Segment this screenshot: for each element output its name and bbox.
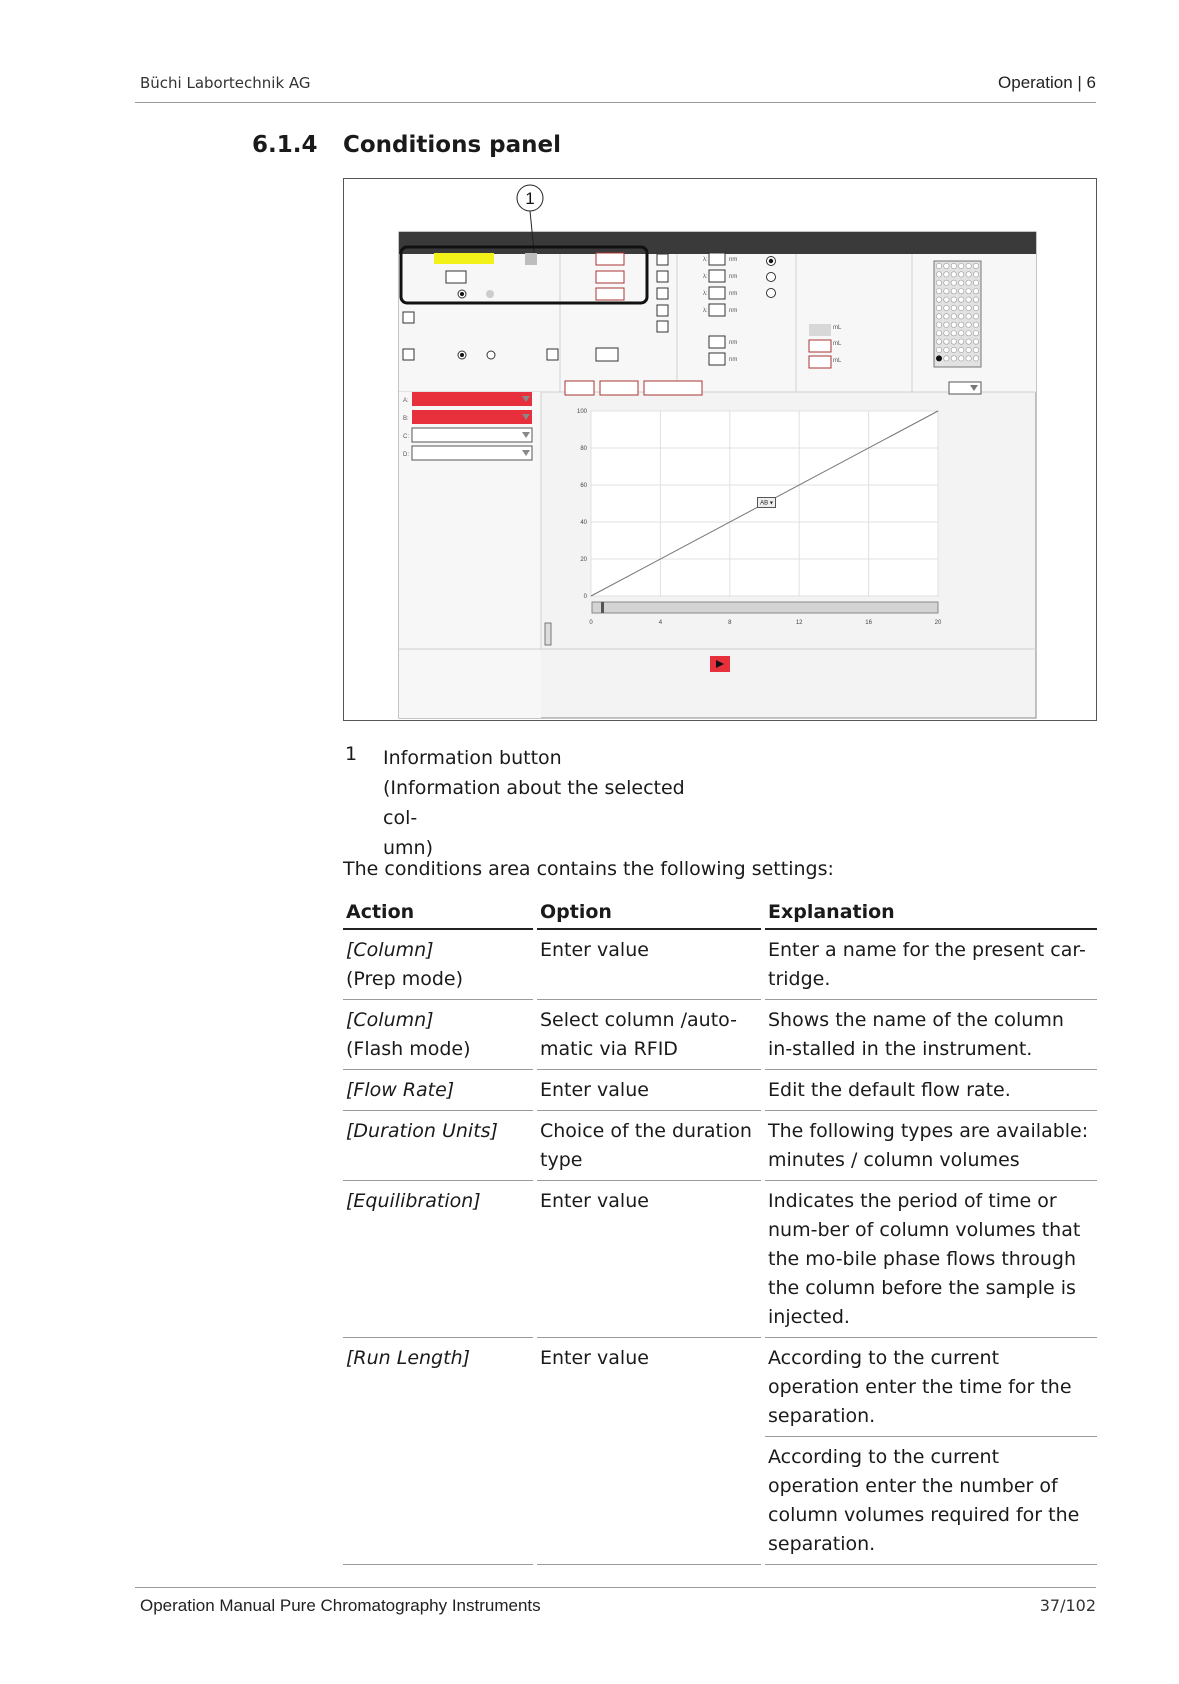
rack-tube xyxy=(973,314,978,319)
rack-tube xyxy=(951,272,956,277)
rack-tube xyxy=(951,331,956,336)
flow-rate-field[interactable] xyxy=(446,271,466,283)
column-name-field[interactable] xyxy=(434,253,494,264)
rack-tube xyxy=(959,339,964,344)
table-row xyxy=(343,1000,1097,1070)
rack-tube xyxy=(966,297,971,302)
rack-tube xyxy=(944,347,949,352)
nm-label: nm xyxy=(729,291,738,297)
rack-tube xyxy=(944,331,949,336)
x-tick-label: 0 xyxy=(589,620,593,626)
x-tick-label: 12 xyxy=(795,620,803,626)
rack-tube xyxy=(936,356,941,361)
y-tick-label: 80 xyxy=(580,446,587,452)
rack-tube xyxy=(951,263,956,268)
action-cell: [Column] xyxy=(346,1009,434,1031)
rack-tube xyxy=(973,331,978,336)
option-cell: Choice of the duration type xyxy=(535,1111,763,1181)
action-cell: [Column] xyxy=(346,939,434,961)
action-sub: (Flash mode) xyxy=(346,1038,471,1060)
rack-tube xyxy=(951,339,956,344)
rack-tube xyxy=(973,297,978,302)
y-tick-label: 0 xyxy=(583,594,587,600)
rack-tube xyxy=(936,280,941,285)
x-tick-label: 20 xyxy=(934,620,942,626)
footer-rule xyxy=(135,1587,1096,1588)
table-row xyxy=(343,1111,1097,1181)
option-cell: Enter value xyxy=(535,1181,763,1338)
action-sub: (Prep mode) xyxy=(346,968,464,990)
rack-tube xyxy=(936,347,941,352)
rack-tube xyxy=(951,314,956,319)
action-cell: [Equilibration] xyxy=(343,1181,535,1338)
rack-tube xyxy=(936,272,941,277)
rack-tube xyxy=(944,314,949,319)
rack-tube xyxy=(966,322,971,327)
header-explanation: Explanation xyxy=(763,897,1097,929)
rack-tube xyxy=(944,263,949,268)
rack-tube xyxy=(944,280,949,285)
table-row xyxy=(343,1070,1097,1111)
solvent-b-label: B: xyxy=(403,416,409,422)
nm-label: nm xyxy=(729,357,738,363)
option-cell: Enter value xyxy=(535,929,763,1000)
time-scrollbar-handle xyxy=(601,602,604,613)
rack-tube xyxy=(973,356,978,361)
rack-tube xyxy=(951,289,956,294)
action-cell: [Flow Rate] xyxy=(343,1070,535,1111)
rack-tube xyxy=(951,347,956,352)
legend-number: 1 xyxy=(345,743,358,765)
rack-tube xyxy=(959,305,964,310)
settings-table xyxy=(343,897,1097,1565)
page-number: 37/102 xyxy=(1039,1596,1096,1615)
rack-tube xyxy=(973,272,978,277)
section-number: 6.1.4 xyxy=(252,132,318,158)
explanation-cell: Shows the name of the column in-stalled in the instrument. xyxy=(763,1000,1097,1070)
gradient-chart xyxy=(577,409,942,626)
legend-line: umn) xyxy=(383,837,434,859)
rack-tube xyxy=(936,314,941,319)
conditions-panel-screenshot xyxy=(343,178,1097,721)
header-section: Operation | 6 xyxy=(998,73,1096,92)
nm-label: nm xyxy=(729,308,738,314)
rack-tube xyxy=(944,305,949,310)
rack-tube xyxy=(966,263,971,268)
explanation-cell: According to the current operation enter the number of column volumes required for the separation. xyxy=(763,1437,1097,1565)
option-cell: Enter value xyxy=(535,1070,763,1111)
header-rule xyxy=(135,102,1096,103)
y-tick-label: 60 xyxy=(580,483,587,489)
rack-tube xyxy=(973,305,978,310)
rack-tube xyxy=(959,297,964,302)
rack-tube xyxy=(936,322,941,327)
solvent-c-select[interactable] xyxy=(412,428,532,442)
explanation-cell: According to the current operation enter the time for the separation. xyxy=(763,1338,1097,1437)
rack-tube xyxy=(973,339,978,344)
solvent-a-label: A: xyxy=(403,398,409,404)
header-action: Action xyxy=(343,897,535,929)
rack-tube xyxy=(944,297,949,302)
option-cell: Select column /auto-matic via RFID xyxy=(535,1000,763,1070)
gradient-label: AB ▾ xyxy=(760,500,773,507)
legend-line: Information button xyxy=(383,747,562,769)
info-button[interactable] xyxy=(525,253,537,265)
solvent-d-select[interactable] xyxy=(412,446,532,460)
legend-line: (Information about the selected col- xyxy=(383,777,685,829)
option-cell: Enter value xyxy=(535,1338,763,1565)
legend-text xyxy=(383,743,723,863)
action-cell: [Duration Units] xyxy=(343,1111,535,1181)
rack-tube xyxy=(944,356,949,361)
rack-tube xyxy=(973,322,978,327)
rack-tube xyxy=(966,305,971,310)
header-company: Büchi Labortechnik AG xyxy=(140,74,311,92)
header-option: Option xyxy=(535,897,763,929)
rack-tube xyxy=(959,280,964,285)
y-tick-label: 100 xyxy=(576,409,587,415)
solvent-b-select[interactable] xyxy=(412,410,532,424)
equilibration-checkbox[interactable] xyxy=(403,312,414,323)
rack-tube xyxy=(951,280,956,285)
nm-label: nm xyxy=(729,340,738,346)
rack-tube xyxy=(951,356,956,361)
footer-title: Operation Manual Pure Chromatography Instruments xyxy=(140,1596,541,1615)
rack-tube xyxy=(944,272,949,277)
rack-tube xyxy=(959,331,964,336)
rack-tube xyxy=(973,289,978,294)
rack-tube xyxy=(959,289,964,294)
rack-tube xyxy=(959,263,964,268)
app-titlebar xyxy=(399,232,1036,254)
ml-label: mL xyxy=(833,341,842,347)
explanation-cell: Indicates the period of time or num-ber of column volumes that the mo-bile phase flows through the column before the sample is injected. xyxy=(763,1181,1097,1338)
rack-tube xyxy=(936,289,941,294)
solvent-c-label: C: xyxy=(403,434,409,440)
solvent-a-select[interactable] xyxy=(412,392,532,406)
time-scrollbar xyxy=(592,602,938,613)
lambda-label: λ: xyxy=(703,291,708,297)
rack-tube xyxy=(966,347,971,352)
rack-tube xyxy=(959,322,964,327)
rack-tube xyxy=(944,289,949,294)
rack-tube xyxy=(936,263,941,268)
y-tick-label: 20 xyxy=(580,557,587,563)
x-tick-label: 4 xyxy=(658,620,663,626)
rack-tube xyxy=(936,331,941,336)
nm-label: nm xyxy=(729,257,738,263)
rack-tube xyxy=(951,297,956,302)
rack-tube xyxy=(959,272,964,277)
x-tick-label: 8 xyxy=(728,620,732,626)
rack-tube xyxy=(936,305,941,310)
section-title: Conditions panel xyxy=(343,132,561,158)
rack-tube xyxy=(951,322,956,327)
rack-tube xyxy=(936,297,941,302)
rack-tube xyxy=(973,347,978,352)
table-row xyxy=(343,929,1097,1000)
rack-tube xyxy=(966,331,971,336)
ml-label: mL xyxy=(833,358,842,364)
rack-tube xyxy=(966,356,971,361)
nm-label: nm xyxy=(729,274,738,280)
table-row xyxy=(343,1181,1097,1338)
rack-tube xyxy=(966,272,971,277)
action-cell: [Run Length] xyxy=(343,1338,535,1565)
rack-tube xyxy=(966,314,971,319)
rack-tube xyxy=(966,280,971,285)
y-tick-label: 40 xyxy=(580,520,587,526)
explanation-cell: Edit the default flow rate. xyxy=(763,1070,1097,1111)
solvent-d-label: D: xyxy=(403,452,409,458)
ml-label: mL xyxy=(833,325,842,331)
rack-tube xyxy=(944,339,949,344)
rack-tube xyxy=(951,305,956,310)
intro-text: The conditions area contains the following settings: xyxy=(343,858,834,880)
explanation-cell: The following types are available: minutes / column volumes xyxy=(763,1111,1097,1181)
x-tick-label: 16 xyxy=(865,620,872,626)
lambda-label: λ: xyxy=(703,308,708,314)
rack-tube xyxy=(959,356,964,361)
rack-tube xyxy=(959,347,964,352)
rack-tube xyxy=(944,322,949,327)
lambda-label: λ: xyxy=(703,257,708,263)
table-row xyxy=(343,1338,1097,1437)
rack-tube xyxy=(973,263,978,268)
rack-tube xyxy=(959,314,964,319)
rack-tube xyxy=(973,280,978,285)
rack-tube xyxy=(936,339,941,344)
rack-tube xyxy=(966,339,971,344)
lambda-label: λ: xyxy=(703,274,708,280)
rack-tube xyxy=(966,289,971,294)
explanation-cell: Enter a name for the present car-tridge. xyxy=(763,929,1097,1000)
callout-number: 1 xyxy=(525,189,535,208)
